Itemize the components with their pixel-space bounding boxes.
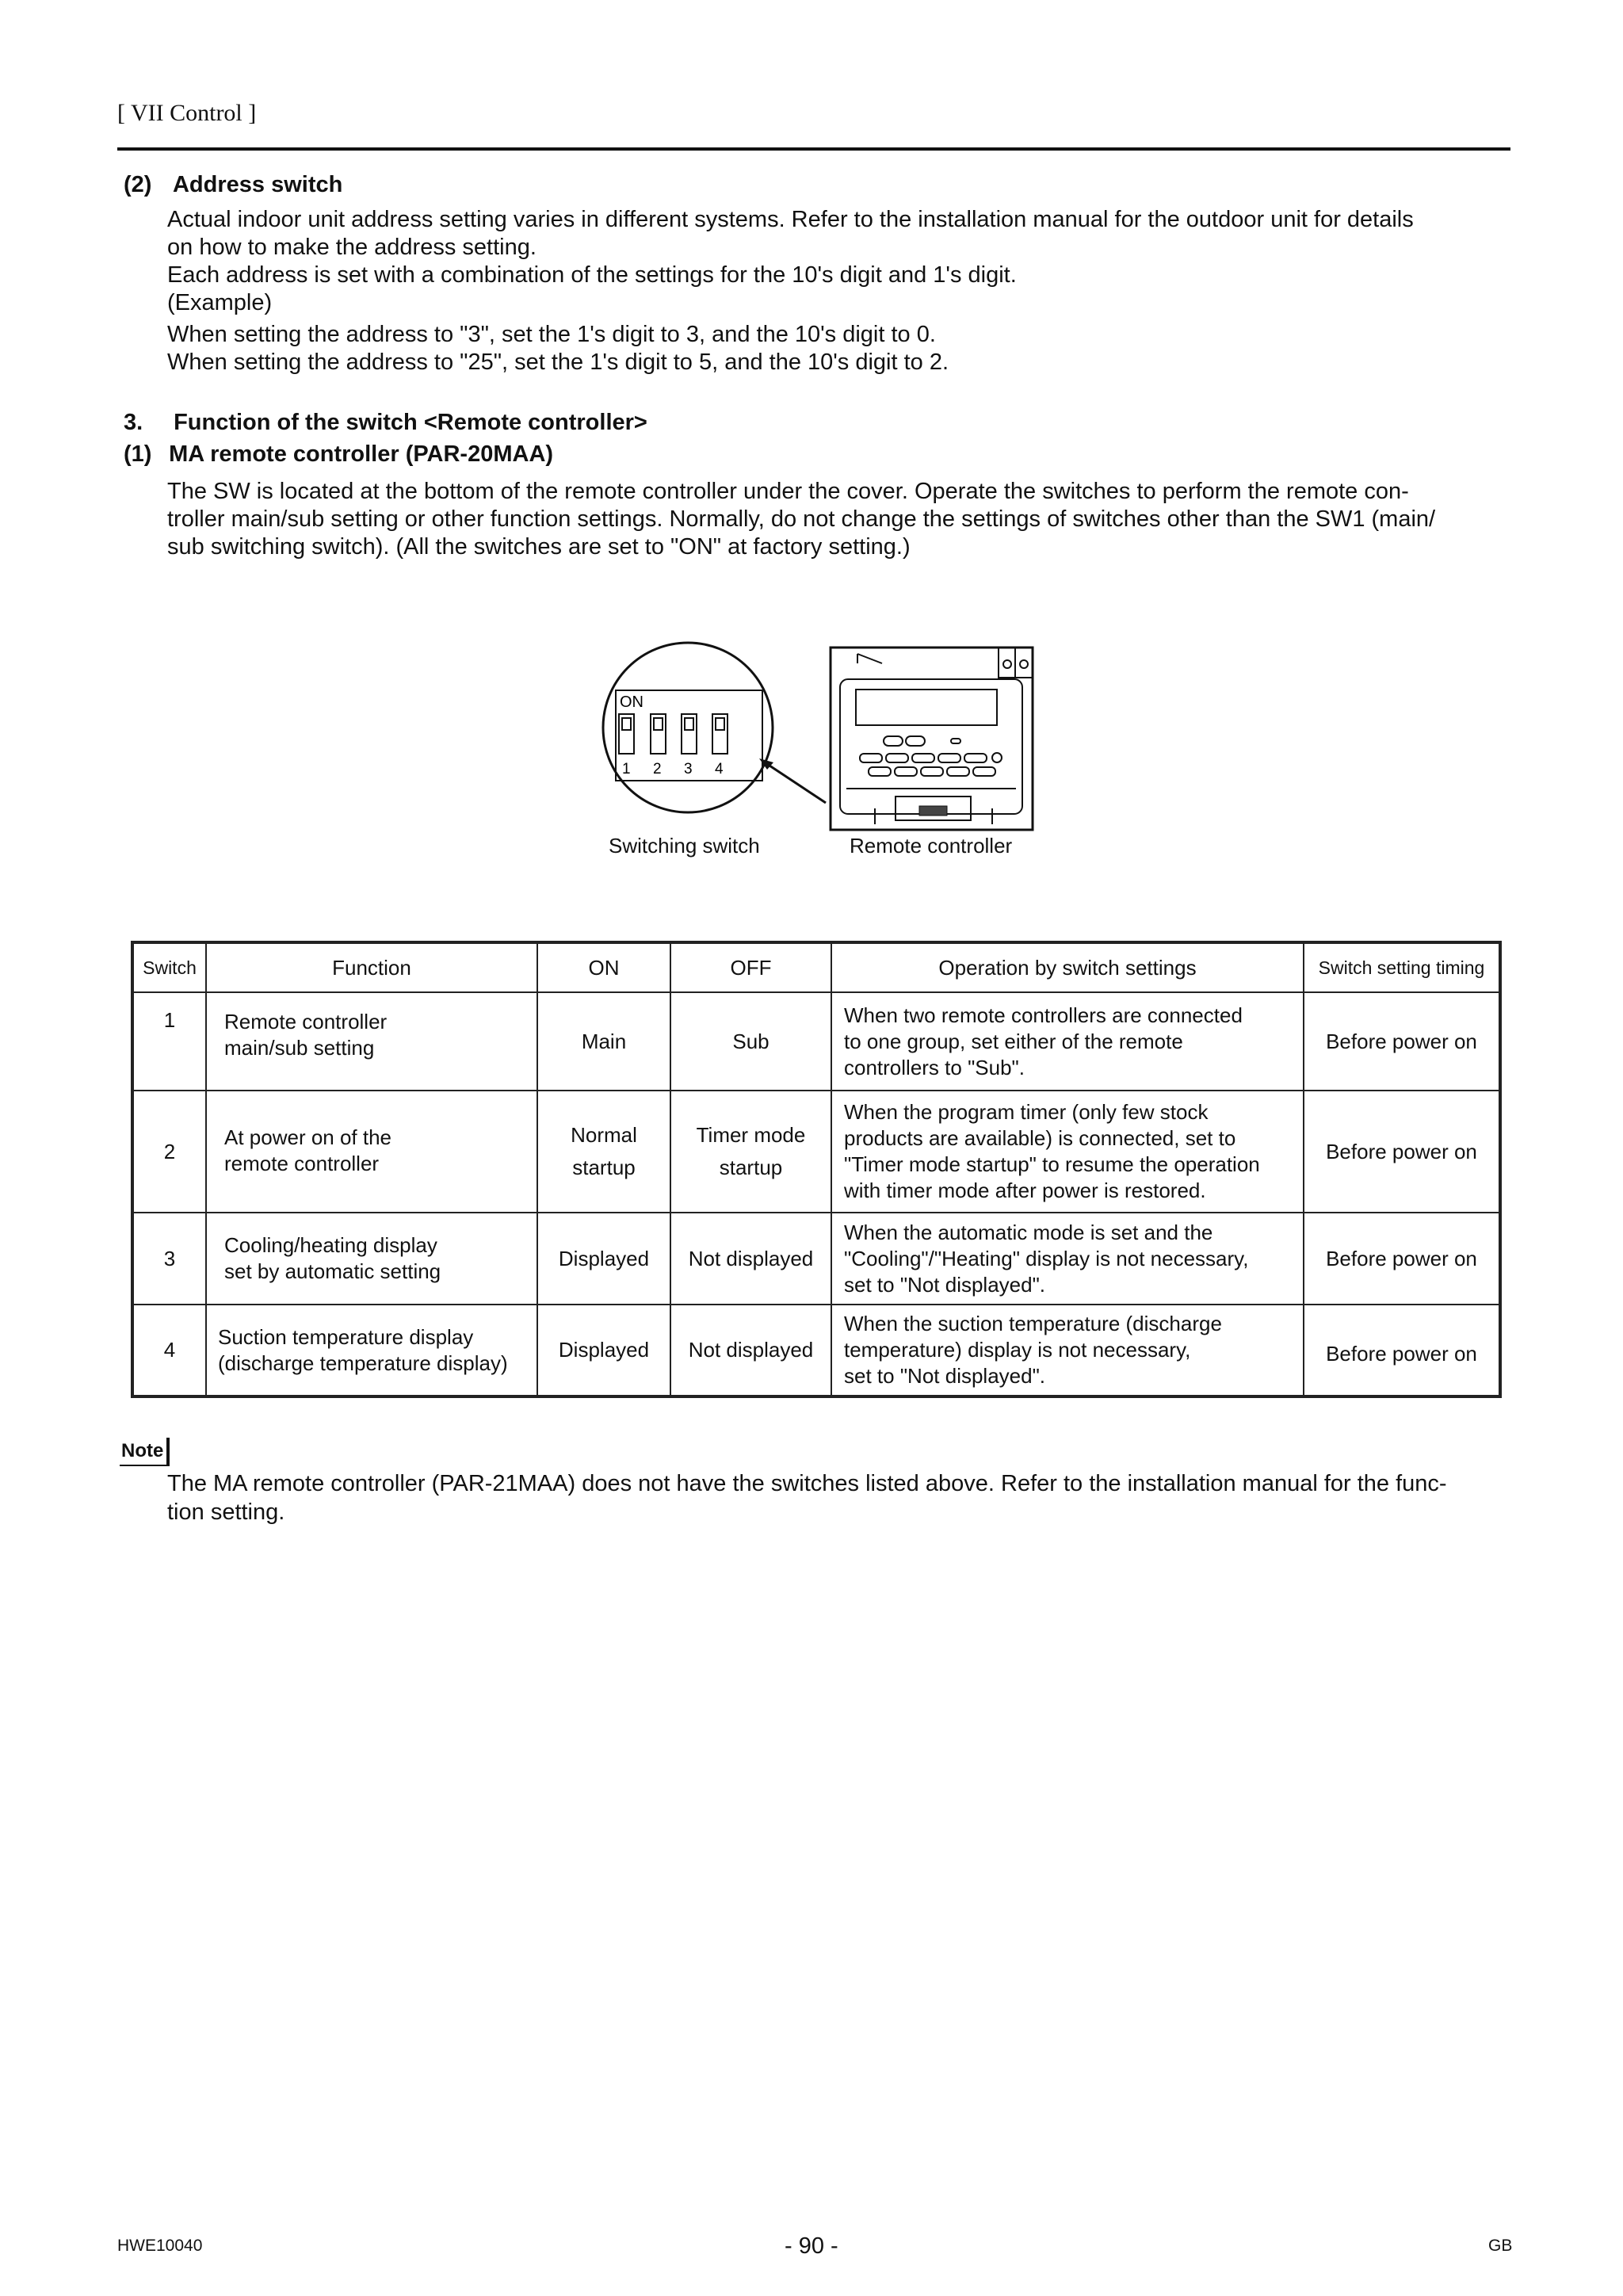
cell-line: with timer mode after power is restored. — [844, 1179, 1206, 1202]
off-cell — [670, 1305, 831, 1396]
cell-line: Normal — [571, 1123, 637, 1147]
remote-controller-caption: Remote controller — [850, 834, 1013, 858]
column-header-switch: Switch — [132, 942, 206, 992]
off-cell — [670, 1091, 831, 1213]
example-line: When setting the address to "25", set the 1's digit to 5, and the 10's digit to 2. — [167, 350, 949, 375]
cell-line: When the program timer (only few stock — [844, 1100, 1209, 1124]
switch-number: 4 — [132, 1305, 206, 1396]
cell-line: (discharge temperature display) — [218, 1350, 508, 1375]
ma-remote-heading — [124, 441, 553, 468]
on-cell — [537, 1305, 670, 1396]
operation-cell — [831, 1091, 1304, 1213]
dip-switch-3 — [682, 714, 697, 754]
cell-line: Cooling/heating display — [224, 1233, 437, 1257]
operation-cell — [831, 1305, 1304, 1396]
column-header-function: Function — [206, 942, 537, 992]
heading-number: (1) — [124, 441, 152, 467]
heading-title: Address switch — [172, 172, 343, 197]
paragraph-line: Actual indoor unit address setting varies in different systems. Refer to the installation manual for the outdoor unit for details — [167, 207, 1414, 232]
column-header-timing: Switch setting timing — [1304, 942, 1500, 992]
switching-switch-caption: Switching switch — [609, 834, 760, 858]
timing-cell: Before power on — [1304, 992, 1500, 1091]
function-cell — [206, 1305, 537, 1396]
operation-cell — [831, 1213, 1304, 1305]
dip-number-4: 4 — [715, 761, 724, 777]
cell-line: startup — [572, 1156, 636, 1179]
column-header-off: OFF — [670, 942, 831, 992]
note-text — [167, 1469, 1514, 1526]
cell-line: set to "Not displayed". — [844, 1364, 1046, 1388]
cell-line: "Cooling"/"Heating" display is not necessary, — [844, 1246, 1249, 1270]
paragraph-line: Each address is set with a combination of the settings for the 10's digit and 1's digit. — [167, 262, 1017, 288]
dip-on-label: ON — [620, 693, 643, 711]
note-line: tion setting. — [167, 1499, 285, 1525]
paragraph-line: sub switching switch). (All the switches are set to "ON" at factory setting.) — [167, 534, 911, 560]
dip-switch-4 — [712, 714, 727, 754]
heading-number: (2) — [124, 172, 152, 197]
cell-line: Displayed — [558, 1246, 650, 1270]
section3-heading — [124, 410, 647, 436]
cell-line: Not displayed — [688, 1246, 814, 1270]
footer-page-number: - 90 - — [785, 2233, 838, 2259]
timing-cell: Before power on — [1304, 1305, 1500, 1396]
table-row — [132, 1091, 1500, 1213]
dip-number-3: 3 — [684, 761, 693, 777]
cell-line: Timer mode — [696, 1123, 806, 1147]
on-cell — [537, 992, 670, 1091]
dip-switch-magnifier — [603, 643, 773, 812]
note-line: The MA remote controller (PAR-21MAA) does not have the switches listed above. Refer to the installation manual for the func- — [167, 1471, 1447, 1496]
cell-line: main/sub setting — [224, 1036, 375, 1060]
cell-line: controllers to "Sub". — [844, 1055, 1025, 1079]
cell-line: Suction temperature display — [218, 1324, 474, 1349]
timing-cell: Before power on — [1304, 1091, 1500, 1213]
on-cell — [537, 1213, 670, 1305]
column-header-operation: Operation by switch settings — [831, 942, 1304, 992]
paragraph-line: The SW is located at the bottom of the remote controller under the cover. Operate the switches to perform the remote con- — [167, 479, 1409, 504]
cell-line: remote controller — [224, 1152, 380, 1175]
address-switch-body — [167, 206, 1514, 376]
note-label: Note — [120, 1438, 170, 1466]
cell-line: At power on of the — [224, 1125, 392, 1149]
cell-line: set by automatic setting — [224, 1259, 441, 1283]
operation-cell — [831, 992, 1304, 1091]
cell-line: set to "Not displayed". — [844, 1272, 1046, 1297]
pointer-arrow — [762, 761, 826, 803]
column-header-on: ON — [537, 942, 670, 992]
heading-title: Function of the switch <Remote controller> — [174, 410, 647, 435]
cell-line: Main — [581, 1029, 627, 1053]
remote-controller-figure — [579, 638, 1038, 836]
cell-line: to one group, set either of the remote — [844, 1029, 1183, 1053]
cell-line: When the automatic mode is set and the — [844, 1220, 1213, 1244]
table-row — [132, 1213, 1500, 1305]
cell-line: Sub — [732, 1029, 769, 1053]
cell-line: Not displayed — [688, 1338, 814, 1362]
function-cell — [206, 1213, 537, 1305]
switch-number: 3 — [132, 1213, 206, 1305]
example-line: When setting the address to "3", set the 1's digit to 3, and the 10's digit to 0. — [167, 322, 936, 347]
table-row — [132, 1305, 1500, 1396]
cell-line: "Timer mode startup" to resume the operation — [844, 1152, 1260, 1176]
dip-switches — [619, 714, 727, 754]
cell-line: startup — [719, 1156, 783, 1179]
function-cell — [206, 1091, 537, 1213]
heading-number: 3. — [124, 410, 143, 435]
header-rule — [117, 147, 1510, 151]
cell-line: products are available) is connected, set to — [844, 1126, 1236, 1150]
on-cell — [537, 1091, 670, 1213]
table-row — [132, 992, 1500, 1091]
cell-line: Remote controller — [224, 1010, 388, 1033]
section3-body — [167, 478, 1514, 561]
dip-number-2: 2 — [653, 761, 662, 777]
address-switch-heading — [124, 172, 342, 198]
cell-line: Displayed — [558, 1338, 650, 1362]
switch-number: 1 — [132, 992, 206, 1091]
dip-switch-1 — [619, 714, 634, 754]
example-label: (Example) — [167, 290, 273, 315]
switch-function-table — [131, 941, 1502, 1398]
footer-region: GB — [1488, 2237, 1513, 2255]
function-cell — [206, 992, 537, 1091]
cell-line: When two remote controllers are connected — [844, 1003, 1243, 1027]
off-cell — [670, 1213, 831, 1305]
heading-title: MA remote controller (PAR-20MAA) — [169, 441, 554, 467]
dip-number-1: 1 — [622, 761, 631, 777]
remote-controller-drawing — [831, 648, 1033, 830]
footer-doc-code: HWE10040 — [117, 2237, 203, 2255]
table-header-row — [132, 942, 1500, 992]
cell-line: When the suction temperature (discharge — [844, 1312, 1222, 1335]
switch-number: 2 — [132, 1091, 206, 1213]
timing-cell: Before power on — [1304, 1213, 1500, 1305]
paragraph-line: on how to make the address setting. — [167, 235, 537, 260]
paragraph-line: troller main/sub setting or other function settings. Normally, do not change the settings of switches other than the SW1 (main/ — [167, 506, 1436, 532]
section-header: [ VII Control ] — [117, 100, 257, 126]
cell-line: temperature) display is not necessary, — [844, 1338, 1191, 1362]
off-cell — [670, 992, 831, 1091]
dip-switch-2 — [651, 714, 666, 754]
remote-switch-area — [919, 806, 947, 816]
